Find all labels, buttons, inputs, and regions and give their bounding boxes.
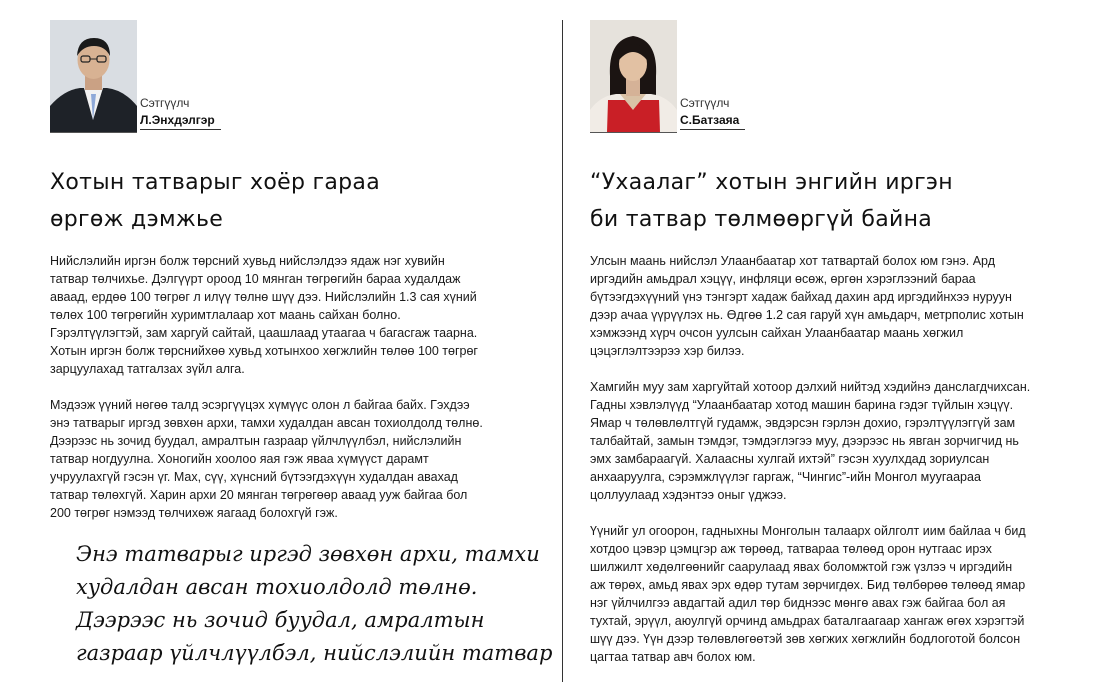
pull-quote-line: Энэ татварыг иргэд зөвхөн архи, тамхи xyxy=(76,542,540,566)
right-byline xyxy=(590,20,790,132)
text-line: аваад, ердөө 100 төгрөг л илүү төлнө шүү дээ. Нийслэлийн 1.3 сая хүний xyxy=(50,290,477,304)
column-divider xyxy=(562,20,563,682)
text-line: татвар төлөхгүй. Харин архи 20 мянган төгрөгөөр аваад ууж байгаа бол xyxy=(50,488,468,502)
text-line: эмх замбараагүй. Халаасны хулгай ихтэй” гэсэн хуулхдад зориулсан xyxy=(590,452,990,466)
right-body xyxy=(590,252,1090,666)
paragraph xyxy=(590,378,1090,504)
paragraph xyxy=(50,252,550,378)
text-line: Ямар ч төлөвлөлтгүй гудамж, эвдэрсэн гэрлэн дохио, гэрэлтүүлэггүй зам xyxy=(590,416,1016,430)
text-line: цагтаа татвар авч болох юм. xyxy=(590,650,756,664)
text-line: иргэдийн амьдрал хэцүү, инфляци өсөж, өргөн хэрэглээний бараа xyxy=(590,272,976,286)
text-line: анхааруулга, сэрэмжлүүлэг гаргаж, “Чингис”-ийн Монгол муугаараа xyxy=(590,470,981,484)
text-line: тухтай, эрүүл, аюулгүй орчинд амьдрах баталгаагаар хангаж өгөх хэрэгтэй xyxy=(590,614,1025,628)
text-line: шилжилт хөдөлгөөнийг саарулаад явах боломжтой гэж үзлээ ч иргэдийн xyxy=(590,560,1013,574)
text-line: төлөх 100 төгрөгийн хуримтлалаар хот маань сайхан болно. xyxy=(50,308,401,322)
left-headline xyxy=(50,164,550,238)
pull-quote-line: худалдан авсан тохиолдолд төлнө. xyxy=(76,575,478,599)
text-line: Хотын иргэн болж төрснийхөө хувьд хотынхоо хөгжлийн төлөө 100 төгрөг xyxy=(50,344,478,358)
text-line: Гэрэлтүүлэгтэй, зам харгуй сайтай, цаашлаад утаагаа ч багасгаж таарна. xyxy=(50,326,478,340)
text-line: дээр ачаа үүрүүлэх нь. Өдгөө 1.2 сая гаруй хүн амьдарч, метрполис хотын xyxy=(590,308,1024,322)
text-line: цэцэглэлтээрээ хэр билээ. xyxy=(590,344,745,358)
byline-role: Сэтгүүлч xyxy=(140,96,190,110)
text-line: 200 төгрөг нэмээд төлчихөж яагаад болохгүй гэж. xyxy=(50,506,338,520)
pull-quote-line: Дээрээс нь зочид буудал, амралтын xyxy=(76,608,485,632)
right-headline xyxy=(590,164,1090,238)
text-line: хотдоо цэвэр цэмцгэр аж төрөөд, татвараа төлөөд орон нутгаас ирэх xyxy=(590,542,992,556)
text-line: Дээрээс нь зочид буудал, амралтын газраар үйлчлүүлбэл, нийслэлийн xyxy=(50,434,462,448)
text-line: нэг үйлчилгээ авдагтай адил төр биднээс мөнгө авах гэж байгаа бол ая xyxy=(590,596,1006,610)
text-line: Улсын маань нийслэл Улаанбаатар хот татвартай болох юм гэнэ. Ард xyxy=(590,254,996,268)
headline-line: “Ухаалаг” хотын энгийн иргэн xyxy=(590,170,953,195)
pull-quote xyxy=(76,538,553,670)
text-line: татвар төлчихье. Дэлгүүрт ороод 10 мянган төгрөгийн бараа худалдаж xyxy=(50,272,461,286)
text-line: талбайтай, замын тэмдэг, тэмдэглэгээ муу, дээрээс нь явган зорчигчид нь xyxy=(590,434,1019,448)
text-line: Гадны хэвлэлүүд “Улаанбаатар хотод машин барина гэдэг түйлын хэцүү. xyxy=(590,398,1014,412)
byline-role: Сэтгүүлч xyxy=(680,96,730,110)
paragraph xyxy=(590,252,1090,360)
byline-name: Л.Энхдэлгэр xyxy=(140,113,221,130)
text-line: Нийслэлийн иргэн болж төрсний хувьд нийслэлдээ ядаж нэг хувийн xyxy=(50,254,445,268)
text-line: Хамгийн муу зам харгуйтай хотоор дэлхий нийтэд хэдийнэ данслагдчихсан. xyxy=(590,380,1031,394)
left-body xyxy=(50,252,550,522)
text-line: аж төрөх, амьд явах эрх өдөр тутам зөрчигдөх. Бид төлбөрөө төлөөд ямар xyxy=(590,578,1026,592)
pull-quote-line: газраар үйлчлүүлбэл, нийслэлийн татвар xyxy=(76,641,553,665)
text-line: зарцуулахад татгалзах зүйл алга. xyxy=(50,362,245,376)
paragraph xyxy=(50,396,550,522)
text-line: Мэдээж үүний нөгөө талд эсэргүүцэх хүмүүс олон л байгаа байх. Гэхдээ xyxy=(50,398,470,412)
text-line: хэмжээнд хүрч очсон уулсын сайхан Улаанбаатар маань хөгжил xyxy=(590,326,964,340)
text-line: Үүнийг ул огоорон, гадныхны Монголын талаарх ойлголт иим байлаа ч бид xyxy=(590,524,1026,538)
left-byline xyxy=(50,20,250,132)
journalist-photo-enkhdelger xyxy=(50,20,137,133)
text-line: энэ татварыг иргэд зөвхөн архи, тамхи худалдан авсан тохиолдолд төлнө. xyxy=(50,416,483,430)
byline-name: С.Батзаяа xyxy=(680,113,745,130)
text-line: учруулахгүй гэсэн үг. Мах, сүү, хүнсний бүтээгдэхүүн худалдан авахад xyxy=(50,470,458,484)
text-line: татвар ногдуулна. Хоногийн хоолоо яая гэж яваа хүмүүст дарамт xyxy=(50,452,429,466)
text-line: цоллуулаад хэдэнтээ оныг үджээ. xyxy=(590,488,787,502)
text-line: шүү дээ. Үүн дээр төлөвлөгөөтэй зөв хөгжих хөгжлийн бодлоготой болсон xyxy=(590,632,1021,646)
headline-line: би татвар төлмөөргүй байна xyxy=(590,207,933,232)
text-line: бүтээгдэхүүний үнэ тэнгэрт хадаж байхад дахин ард иргэдийнхээ нуруун xyxy=(590,290,1012,304)
headline-line: өргөж дэмжье xyxy=(50,207,224,232)
headline-line: Хотын татварыг хоёр гараа xyxy=(50,170,380,195)
paragraph xyxy=(590,522,1090,666)
journalist-photo-batzaya xyxy=(590,20,677,133)
